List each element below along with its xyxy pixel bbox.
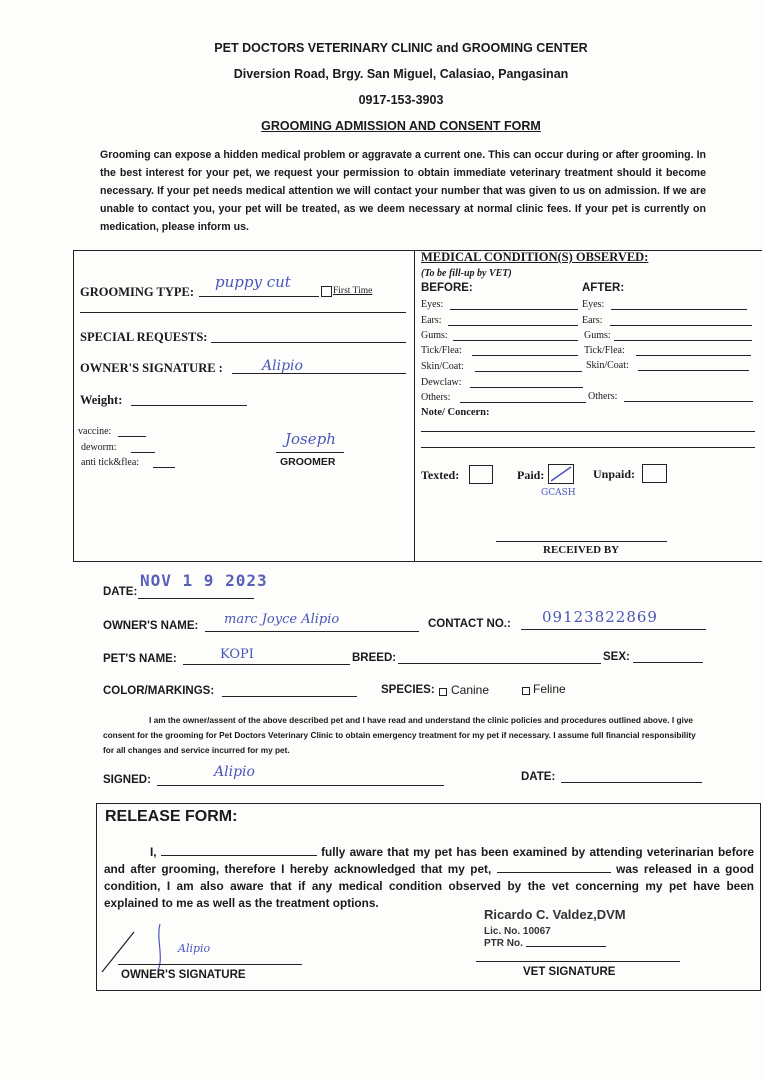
after-label: AFTER: xyxy=(582,282,625,294)
vet-ptr-line[interactable] xyxy=(526,946,606,947)
antitick-line[interactable] xyxy=(153,467,175,468)
special-requests-label: SPECIAL REQUESTS: xyxy=(80,330,208,344)
after-gums-label: Gums: xyxy=(584,330,611,341)
release-owner-signature-label: OWNER'S SIGNATURE xyxy=(121,969,246,981)
after-gums-line[interactable] xyxy=(614,340,752,341)
after-ears-line[interactable] xyxy=(610,325,752,326)
before-dewclaw-label: Dewclaw: xyxy=(421,377,462,388)
groomer-line[interactable] xyxy=(276,452,344,453)
signed-date-line[interactable] xyxy=(561,782,702,783)
sex-line[interactable] xyxy=(633,662,703,663)
release-owner-signature-value: Alipio xyxy=(178,942,211,955)
pet-name-line[interactable] xyxy=(183,664,350,665)
before-skincoat-label: Skin/Coat: xyxy=(421,361,464,372)
before-dewclaw-line[interactable] xyxy=(470,387,583,388)
consent-paragraph: I am the owner/assent of the above described pet and I have read and understand the clinic policies and procedures outlined above. I give consent for the grooming for Pet Doctors Veterinary Clinic to obtain emergency treatment for my pet if necessary. I assume full financial responsibility for all changes and service incurred for my pet. xyxy=(103,715,696,755)
after-others-label: Others: xyxy=(588,391,618,402)
canine-checkbox[interactable] xyxy=(439,688,447,696)
before-ears-label: Ears: xyxy=(421,315,442,326)
date-label: DATE: xyxy=(103,586,138,598)
breed-label: BREED: xyxy=(352,652,397,664)
note-line-2[interactable] xyxy=(421,447,755,448)
before-gums-line[interactable] xyxy=(453,340,578,341)
grooming-type-label: GROOMING TYPE: xyxy=(80,285,195,299)
before-others-line[interactable] xyxy=(460,402,586,403)
box-divider xyxy=(414,250,415,561)
before-label: BEFORE: xyxy=(421,282,473,294)
signed-date-label: DATE: xyxy=(521,771,556,783)
canine-label: Canine xyxy=(451,683,490,697)
paid-checkbox[interactable] xyxy=(548,464,574,484)
release-text-part1: fully aware that my pet has been examined by attending veterinarian before and after grooming, therefore I hereby acknowledged that my pet, xyxy=(104,845,755,876)
signed-line[interactable] xyxy=(157,785,444,786)
paid-note: GCASH xyxy=(541,488,576,498)
vet-signature-line[interactable] xyxy=(476,961,680,962)
breed-line[interactable] xyxy=(398,663,601,664)
owner-name-line[interactable] xyxy=(205,631,419,632)
check-mark-icon xyxy=(549,465,573,483)
release-name-blank[interactable] xyxy=(161,844,317,856)
sex-label: SEX: xyxy=(603,651,630,663)
after-eyes-line[interactable] xyxy=(611,309,747,310)
release-i-label: I, xyxy=(150,845,157,859)
clinic-address: Diversion Road, Brgy. San Miguel, Calasiao, Pangasinan xyxy=(233,67,569,81)
vet-name: Ricardo C. Valdez,DVM xyxy=(484,907,626,922)
feline-label: Feline xyxy=(533,682,566,696)
grooming-type-value: puppy cut xyxy=(215,273,291,291)
release-owner-signature-line[interactable] xyxy=(118,964,302,965)
before-others-label: Others: xyxy=(421,392,451,403)
deworm-label: deworm: xyxy=(81,442,117,453)
color-markings-line[interactable] xyxy=(222,696,357,697)
release-paragraph xyxy=(104,844,754,912)
weight-line[interactable] xyxy=(131,405,247,406)
owner-signature-value: Alipio xyxy=(262,358,303,374)
texted-label: Texted: xyxy=(421,468,460,482)
after-eyes-label: Eyes: xyxy=(582,299,605,310)
after-ears-label: Ears: xyxy=(582,315,603,326)
before-gums-label: Gums: xyxy=(421,330,448,341)
medical-subtitle: (To be fill-up by VET) xyxy=(421,268,512,279)
owner-signature-label: OWNER'S SIGNATURE : xyxy=(80,361,223,375)
before-tickflea-line[interactable] xyxy=(472,355,578,356)
note-concern-label: Note/ Concern: xyxy=(421,407,490,418)
after-skincoat-label: Skin/Coat: xyxy=(586,360,629,371)
pet-name-value: KOPI xyxy=(220,647,254,662)
pet-name-label: PET'S NAME: xyxy=(103,653,177,665)
date-line[interactable] xyxy=(138,598,254,599)
first-time-checkbox[interactable] xyxy=(321,286,332,297)
feline-checkbox[interactable] xyxy=(522,687,530,695)
before-ears-line[interactable] xyxy=(448,325,578,326)
before-eyes-label: Eyes: xyxy=(421,299,444,310)
groomer-label: GROOMER xyxy=(280,456,336,468)
grooming-type-line[interactable] xyxy=(199,296,319,297)
after-tickflea-line[interactable] xyxy=(636,355,751,356)
vet-ptr-label: PTR No. xyxy=(484,938,523,949)
owner-name-value: marc Joyce Alipio xyxy=(224,612,340,627)
release-text-part2: was released in a good condition, I am also aware that if any medical condition observed by the vet concerning my pet have been explained to me as well as the treatment options. xyxy=(104,862,755,910)
contact-value: 09123822869 xyxy=(542,608,658,626)
antitick-label: anti tick&flea: xyxy=(81,457,140,468)
release-pet-blank[interactable] xyxy=(497,861,611,873)
weight-label: Weight: xyxy=(80,393,123,407)
release-title: RELEASE FORM: xyxy=(105,808,238,825)
clinic-name: PET DOCTORS VETERINARY CLINIC and GROOMING CENTER xyxy=(214,41,588,55)
intro-paragraph: Grooming can expose a hidden medical problem or aggravate a current one. This can occur during or after grooming. In the best interest for your pet, we request your permission to obtain immediate veterinary treatment should it become necessary. If your pet needs medical attention we will contact your number that was given to us on admission. If we are unable to contact you, your pet will be treated, as we deem necessary at normal clinic fees. If your pet is currently on medication, please inform us. xyxy=(100,149,706,233)
contact-label: CONTACT NO.: xyxy=(428,618,511,630)
color-markings-label: COLOR/MARKINGS: xyxy=(103,685,215,697)
after-tickflea-label: Tick/Flea: xyxy=(584,345,625,356)
owner-name-label: OWNER'S NAME: xyxy=(103,620,199,632)
note-line-1[interactable] xyxy=(421,431,755,432)
owner-signature-line[interactable] xyxy=(232,373,406,374)
date-stamp: NOV 1 9 2023 xyxy=(140,571,268,590)
received-by-label: RECEIVED BY xyxy=(543,544,620,556)
vaccine-label: vaccine: xyxy=(78,426,112,437)
clinic-phone: 0917-153-3903 xyxy=(358,93,444,107)
unpaid-checkbox[interactable] xyxy=(642,464,667,483)
texted-checkbox[interactable] xyxy=(469,465,493,484)
medical-title: MEDICAL CONDITION(S) OBSERVED: xyxy=(421,250,649,264)
signed-label: SIGNED: xyxy=(103,774,151,786)
paid-label: Paid: xyxy=(517,468,545,482)
first-time-label: First Time xyxy=(333,286,373,296)
before-eyes-line[interactable] xyxy=(450,309,578,310)
species-label: SPECIES: xyxy=(381,684,435,696)
after-others-line[interactable] xyxy=(624,401,753,402)
signed-value: Alipio xyxy=(214,764,255,780)
vet-license: Lic. No. 10067 xyxy=(484,926,551,937)
contact-line[interactable] xyxy=(521,629,706,630)
after-skincoat-line[interactable] xyxy=(638,370,749,371)
received-by-line[interactable] xyxy=(496,541,667,542)
before-skincoat-line[interactable] xyxy=(475,371,582,372)
before-tickflea-label: Tick/Flea: xyxy=(421,345,462,356)
unpaid-label: Unpaid: xyxy=(593,467,636,481)
grooming-extra-line[interactable] xyxy=(80,312,406,313)
form-title: GROOMING ADMISSION AND CONSENT FORM xyxy=(261,119,541,133)
groomer-name: Joseph xyxy=(285,430,336,448)
vaccine-line[interactable] xyxy=(118,436,146,437)
vet-signature-label: VET SIGNATURE xyxy=(523,966,616,978)
deworm-line[interactable] xyxy=(131,452,155,453)
special-requests-line[interactable] xyxy=(211,342,406,343)
